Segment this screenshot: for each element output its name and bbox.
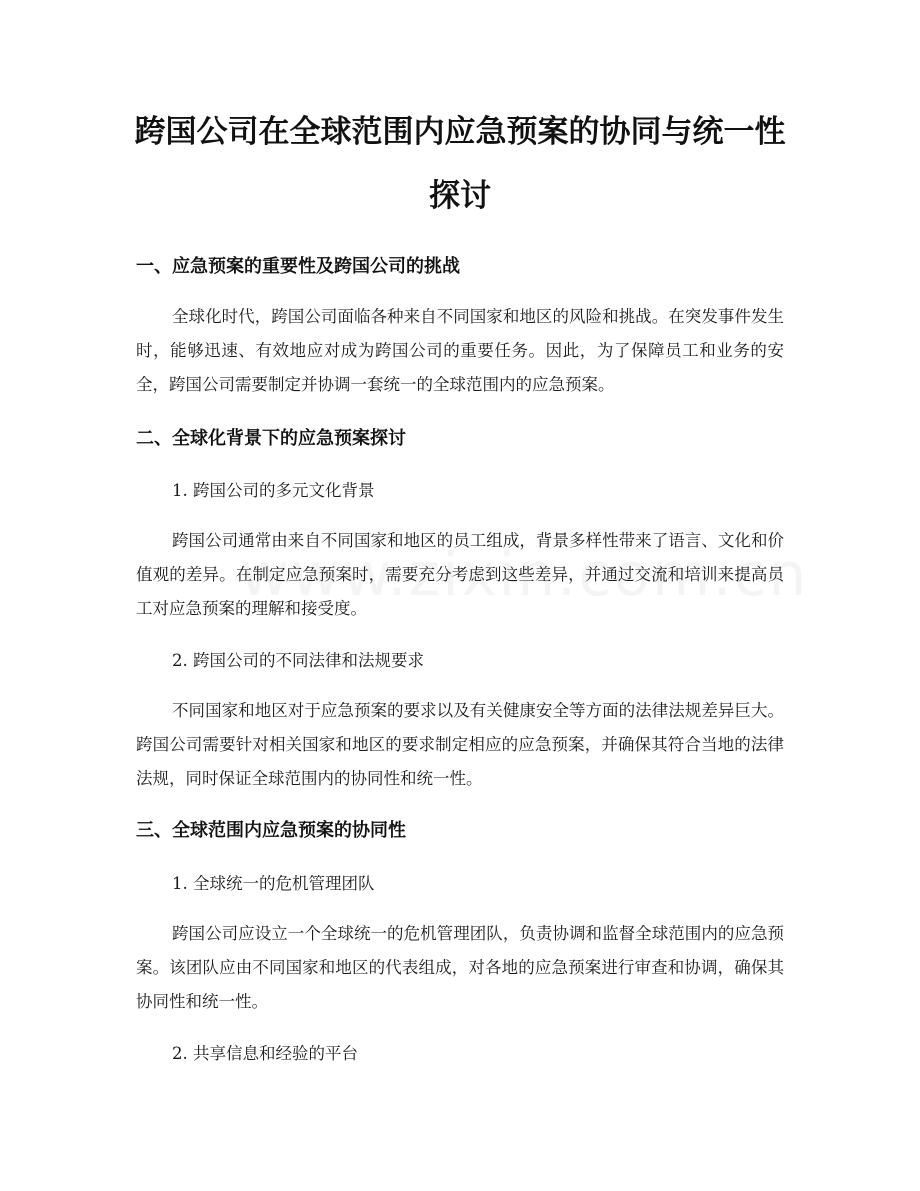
subsection-title-3-1: 1. 全球统一的危机管理团队 <box>172 874 375 893</box>
section-heading-1: 一、应急预案的重要性及跨国公司的挑战 <box>136 256 460 277</box>
document-title: 跨国公司在全球范围内应急预案的协同与统一性探讨 <box>134 114 786 214</box>
subsection-2-2-paragraph: 不同国家和地区对于应急预案的要求以及有关健康安全等方面的法律法规差异巨大。跨国公司需要针对相关国家和地区的要求制定相应的应急预案，并确保其符合当地的法律法规，同时保证全球范围内的协同性和统一性。 <box>136 701 784 788</box>
subsection-title-2-1: 1. 跨国公司的多元文化背景 <box>172 481 375 500</box>
section-1-paragraph: 全球化时代，跨国公司面临各种来自不同国家和地区的风险和挑战。在突发事件发生时，能够迅速、有效地应对成为跨国公司的重要任务。因此，为了保障员工和业务的安全，跨国公司需要制定并协调一套统一的全球范围内的应急预案。 <box>136 307 784 394</box>
subsection-title-3-2: 2. 共享信息和经验的平台 <box>172 1044 358 1063</box>
subsection-2-1-paragraph: 跨国公司通常由来自不同国家和地区的员工组成，背景多样性带来了语言、文化和价值观的差异。在制定应急预案时，需要充分考虑到这些差异，并通过交流和培训来提高员工对应急预案的理解和接受度。 <box>136 531 784 618</box>
subsection-title-2-2: 2. 跨国公司的不同法律和法规要求 <box>172 651 424 670</box>
section-heading-2: 二、全球化背景下的应急预案探讨 <box>136 428 406 449</box>
subsection-3-1-paragraph: 跨国公司应设立一个全球统一的危机管理团队，负责协调和监督全球范围内的应急预案。该团队应由不同国家和地区的代表组成，对各地的应急预案进行审查和协调，确保其协同性和统一性。 <box>136 924 784 1011</box>
section-heading-3: 三、全球范围内应急预案的协同性 <box>136 820 406 841</box>
